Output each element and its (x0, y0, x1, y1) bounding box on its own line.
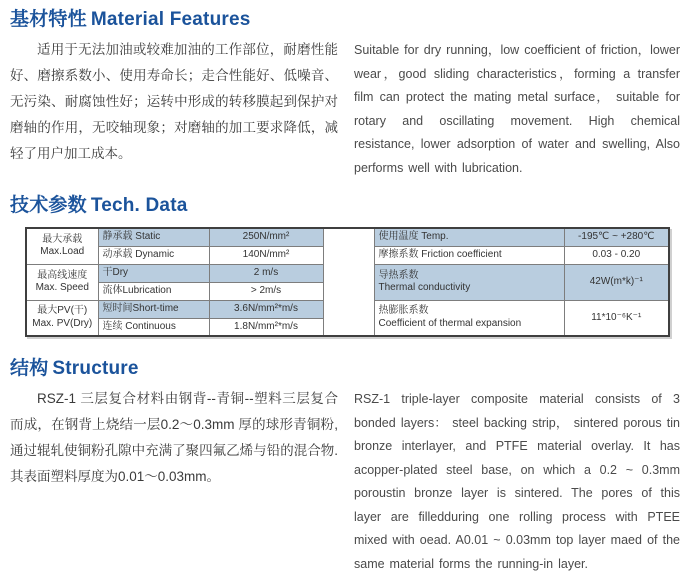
param-value-cell: 42W(m*k)⁻¹ (564, 264, 669, 300)
features-english-column (354, 37, 680, 180)
features-english-paragraph: Suitable for dry running，low coefficient of friction，lower wear，good sliding characteristics，forming a transfer film can protect the mating metal surface， suitable for rotary and oscillating movement. High chemical resistance, lower adsorption of water and swelling, Also performs well with lubrication. (354, 43, 680, 175)
param-label-zh: 热膨胀系数 (378, 305, 429, 317)
param-label-en: Thermal conductivity (378, 282, 471, 293)
group-label-zh: 最大PV(干) (37, 305, 88, 317)
param-name-cell: 短时间Short-time (98, 300, 209, 318)
param-name-cell: 流体Lubrication (98, 282, 209, 300)
structure-columns (10, 386, 680, 576)
param-value-cell: 11*10⁻⁶K⁻¹ (564, 300, 669, 336)
param-value-cell: 140N/mm² (209, 246, 323, 264)
param-value-cell: 0.03 - 0.20 (564, 246, 669, 264)
material-features-title (10, 4, 680, 31)
param-label-zh: 导热系数 (378, 269, 419, 281)
param-name-cell: 静承载 Static (98, 228, 209, 246)
param-value-cell: 250N/mm² (209, 228, 323, 246)
param-value-cell: -195℃ ~ +280℃ (564, 228, 669, 246)
features-chinese-column (10, 37, 338, 180)
param-value-cell: 1.8N/mm²*m/s (209, 318, 323, 336)
group-cell-max-load (26, 228, 98, 264)
param-name-cell: 使用温度 Temp. (374, 228, 564, 246)
group-label-en: Max. Speed (35, 282, 89, 293)
material-features-title-en: Material Features (90, 9, 251, 30)
structure-section (10, 353, 680, 576)
param-value-cell: > 2m/s (209, 282, 323, 300)
table-row (26, 228, 669, 246)
table-gap-column (323, 228, 374, 336)
param-name-cell: 摩擦系数 Friction coefficient (374, 246, 564, 264)
structure-title-zh: 结构 (10, 358, 49, 379)
structure-title (10, 353, 680, 380)
tech-data-title (10, 190, 680, 217)
structure-chinese-paragraph: RSZ-1 三层复合材料由钢背--青铜--塑料三层复合而成，在钢背上烧结一层0.2～0.3mm 厚的球形青铜粉, 通过辊轧使铜粉孔隙中充满了聚四氟乙烯与铅的混合物. 其表面塑料厚度为0.01～0.03mm。 (10, 391, 338, 484)
group-cell-max-pv (26, 300, 98, 336)
tech-data-table (25, 227, 670, 337)
param-label-en: Coefficient of thermal expansion (378, 317, 522, 329)
param-name-cell-thermal-expansion (374, 300, 564, 336)
tech-data-title-zh: 技术参数 (10, 195, 87, 216)
group-label-zh: 最高线速度 (37, 269, 88, 281)
group-label-zh: 最大承载 (42, 233, 83, 245)
features-chinese-paragraph: 适用于无法加油或较难加油的工作部位，耐磨性能好、磨擦系数小、使用寿命长；走合性能好、低噪音、无污染、耐腐蚀性好；运转中形成的转移膜起到保护对磨轴的作用，无咬轴现象；对磨轴的加工要求降低，减轻了用户加工成本。 (10, 42, 338, 161)
group-cell-max-speed (26, 264, 98, 300)
param-value-cell: 3.6N/mm²*m/s (209, 300, 323, 318)
group-label-en: Max. PV(Dry) (32, 317, 93, 329)
param-name-cell: 干Dry (98, 264, 209, 282)
param-value-cell: 2 m/s (209, 264, 323, 282)
structure-english-column (354, 386, 680, 576)
param-name-cell-thermal-conductivity (374, 264, 564, 300)
material-features-section (10, 4, 680, 180)
structure-english-paragraph: RSZ-1 triple-layer composite material consists of 3 bonded layers： steel backing strip， sintered porous tin bronze interlayer, and PTFE material overlay. It has acopper-plated steel base, on which a 0.2 ~ 0.3mm poroustin bronze layer is sintered. The pores of this layer are filledduring one rolling process with PTEE mixed with oead. A0.01 ~ 0.03mm top layer maed of the same material forms the running-in layer. (354, 392, 680, 571)
param-name-cell: 连续 Continuous (98, 318, 209, 336)
tech-data-title-en: Tech. Data (90, 195, 188, 216)
structure-title-en: Structure (52, 358, 139, 379)
structure-chinese-column (10, 386, 338, 576)
group-label-en: Max.Load (40, 246, 85, 258)
param-name-cell: 动承载 Dynamic (98, 246, 209, 264)
material-features-title-zh: 基材特性 (10, 9, 87, 30)
material-features-columns (10, 37, 680, 180)
tech-data-section (10, 190, 680, 337)
